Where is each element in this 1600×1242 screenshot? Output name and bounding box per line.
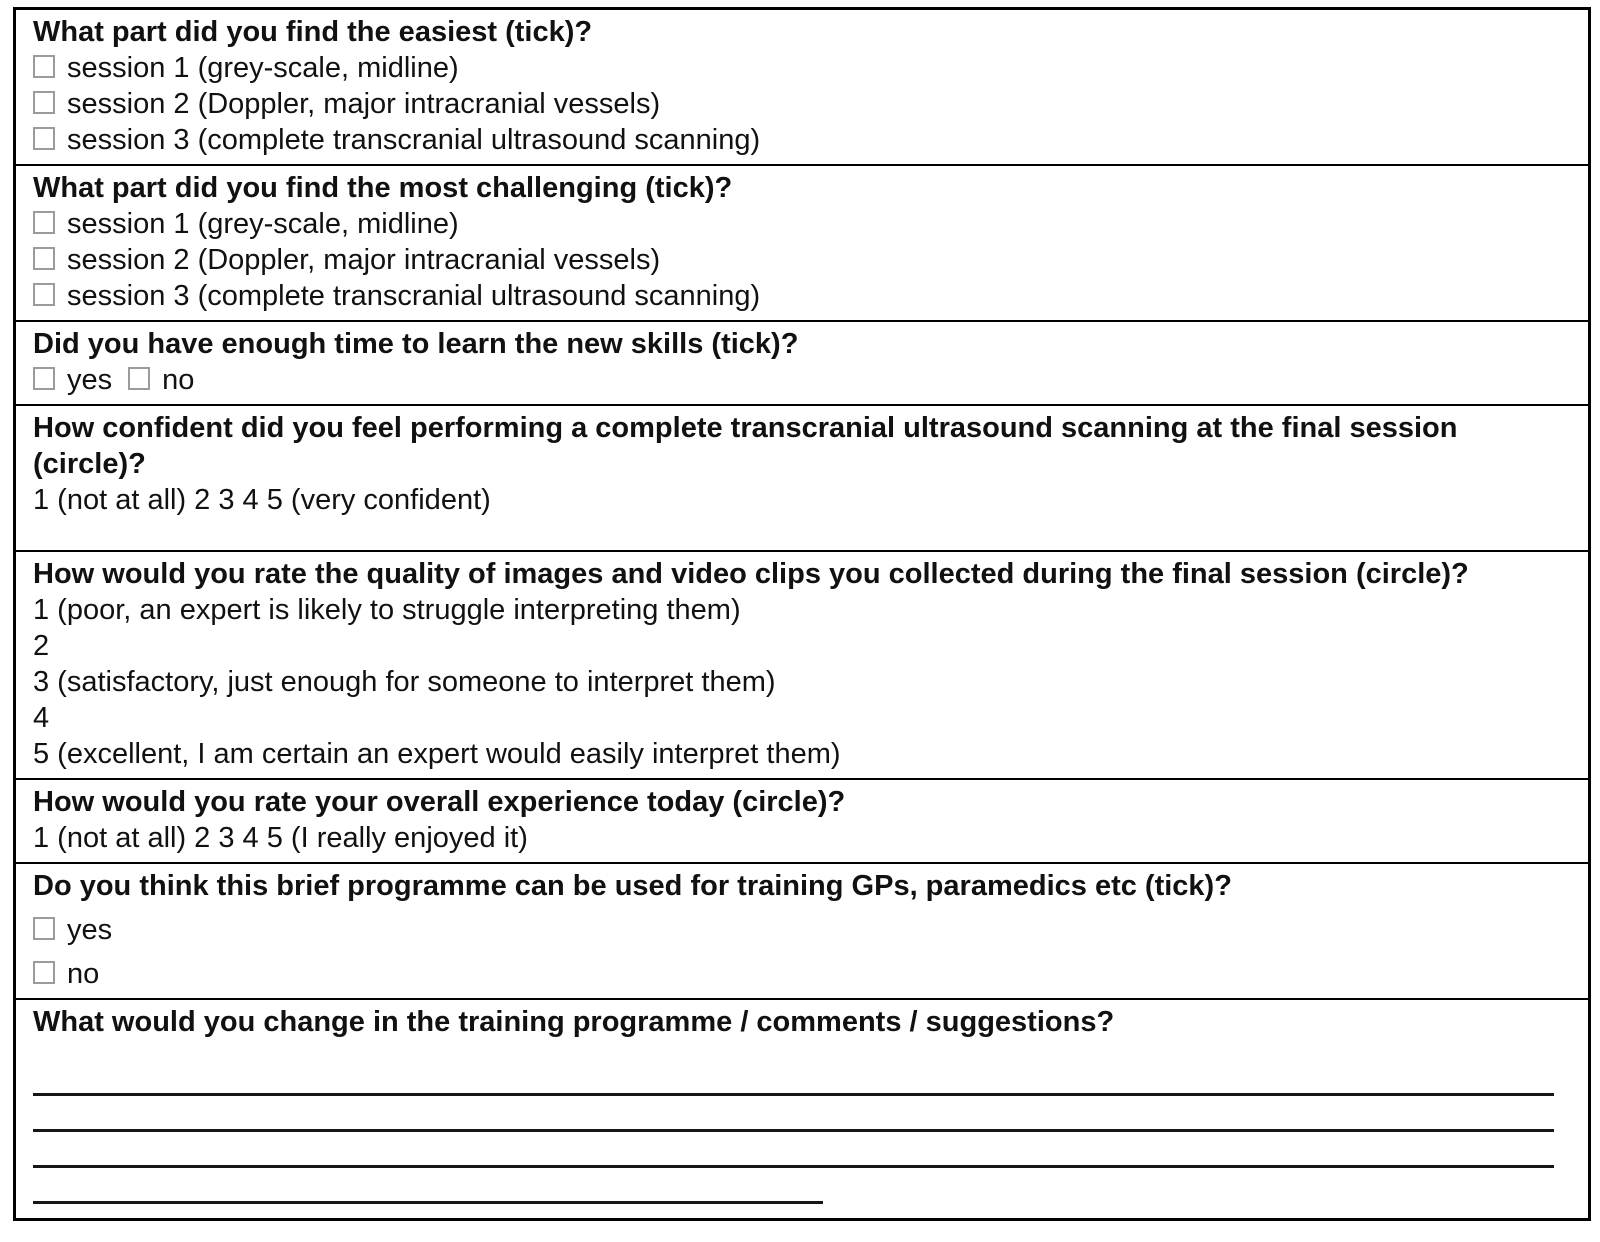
option-label: yes bbox=[67, 364, 113, 396]
question-row-overall-experience bbox=[16, 778, 1588, 862]
checkbox-icon[interactable] bbox=[33, 247, 55, 270]
question-title: How would you rate the quality of images and video clips you collected during the final session (circle)? bbox=[33, 558, 1469, 590]
option-row bbox=[33, 956, 1570, 992]
rating-option: 5 (excellent, I am certain an expert would easily interpret them) bbox=[33, 738, 841, 770]
checkbox-icon[interactable] bbox=[33, 367, 55, 390]
checkbox-icon[interactable] bbox=[33, 127, 55, 150]
option-label: session 1 (grey-scale, midline) bbox=[67, 208, 459, 240]
question-title: Do you think this brief programme can be used for training GPs, paramedics etc (tick)? bbox=[33, 870, 1232, 902]
rating-scale: 1 (not at all) 2 3 4 5 (I really enjoyed it) bbox=[33, 822, 528, 854]
option-label: no bbox=[162, 364, 195, 396]
question-title: What part did you find the easiest (tick)? bbox=[33, 16, 593, 48]
comment-line[interactable] bbox=[33, 1132, 1554, 1168]
checkbox-icon[interactable] bbox=[33, 91, 55, 114]
rating-option: 1 (poor, an expert is likely to struggle interpreting them) bbox=[33, 594, 741, 626]
question-row-comments bbox=[16, 998, 1588, 1218]
question-title: What part did you find the most challenging (tick)? bbox=[33, 172, 733, 204]
option-label: session 2 (Doppler, major intracranial vessels) bbox=[67, 244, 661, 276]
question-row-easiest bbox=[16, 10, 1588, 164]
option-row bbox=[33, 122, 1570, 158]
checkbox-icon[interactable] bbox=[33, 917, 55, 940]
checkbox-icon[interactable] bbox=[33, 283, 55, 306]
rating-scale: 1 (not at all) 2 3 4 5 (very confident) bbox=[33, 484, 491, 516]
option-row bbox=[33, 912, 1570, 948]
option-label: session 1 (grey-scale, midline) bbox=[67, 52, 459, 84]
question-row-challenging bbox=[16, 164, 1588, 320]
option-label: session 3 (complete transcranial ultrasound scanning) bbox=[67, 124, 761, 156]
checkbox-icon[interactable] bbox=[33, 211, 55, 234]
checkbox-icon[interactable] bbox=[33, 55, 55, 78]
question-title: Did you have enough time to learn the new skills (tick)? bbox=[33, 328, 799, 360]
option-row bbox=[33, 50, 1570, 86]
rating-option: 2 bbox=[33, 630, 50, 662]
option-label: no bbox=[67, 958, 100, 990]
rating-option: 3 (satisfactory, just enough for someone to interpret them) bbox=[33, 666, 776, 698]
question-title: How confident did you feel performing a complete transcranial ultrasound scanning at the final session (circle)? bbox=[33, 412, 1458, 480]
option-label: session 2 (Doppler, major intracranial vessels) bbox=[67, 88, 661, 120]
comment-line[interactable] bbox=[33, 1096, 1554, 1132]
option-row bbox=[33, 86, 1570, 122]
option-label: session 3 (complete transcranial ultrasound scanning) bbox=[67, 280, 761, 312]
question-title: How would you rate your overall experience today (circle)? bbox=[33, 786, 846, 818]
questionnaire-table bbox=[13, 7, 1591, 1221]
checkbox-icon[interactable] bbox=[128, 367, 150, 390]
question-row-enough-time bbox=[16, 320, 1588, 404]
option-row bbox=[33, 206, 1570, 242]
question-row-image-quality bbox=[16, 550, 1588, 778]
option-row-inline bbox=[33, 362, 1570, 398]
option-row bbox=[33, 278, 1570, 314]
question-row-training-gps bbox=[16, 862, 1588, 998]
comment-line[interactable] bbox=[33, 1060, 1554, 1096]
option-label: yes bbox=[67, 914, 113, 946]
checkbox-icon[interactable] bbox=[33, 961, 55, 984]
comment-line[interactable] bbox=[33, 1168, 823, 1204]
option-row bbox=[33, 242, 1570, 278]
question-row-confidence bbox=[16, 404, 1588, 550]
question-title: What would you change in the training programme / comments / suggestions? bbox=[33, 1006, 1115, 1038]
rating-option: 4 bbox=[33, 702, 50, 734]
